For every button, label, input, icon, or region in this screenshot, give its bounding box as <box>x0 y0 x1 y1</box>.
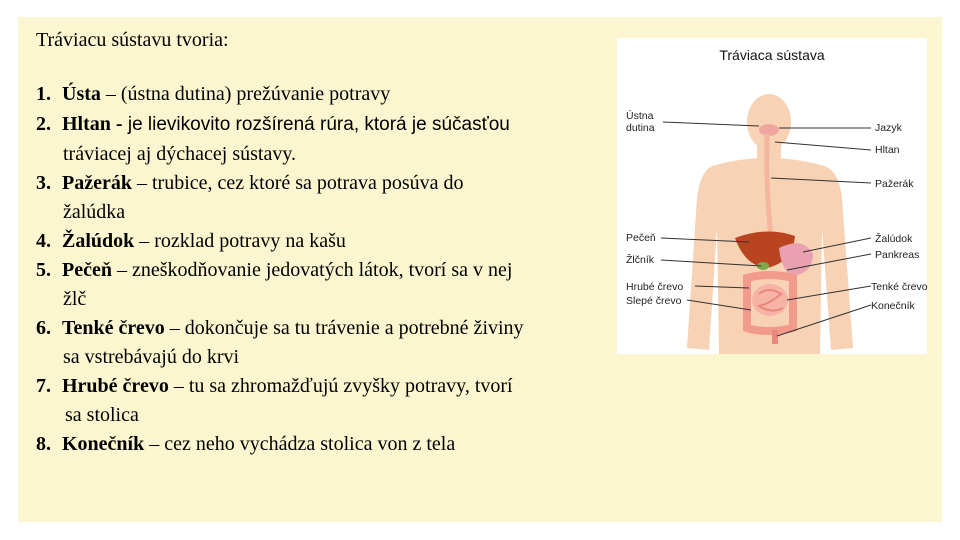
list-item: 1. Ústa – (ústna dutina) prežúvanie potravy <box>36 83 391 105</box>
label-jazyk: Jazyk <box>875 122 902 134</box>
list-item-continuation: žlč <box>63 288 87 310</box>
list-item: 7. Hrubé črevo – tu sa zhromažďujú zvyšky potravy, tvorí <box>36 375 513 397</box>
label-hltan: Hltan <box>875 144 900 156</box>
list-item-continuation: žalúdka <box>63 201 126 223</box>
label-ustna-dutina: Ústna dutina <box>626 110 655 134</box>
label-hrube-crevo: Hrubé črevo <box>626 281 684 293</box>
list-item-continuation: sa stolica <box>65 404 139 426</box>
label-pecen: Pečeň <box>626 232 656 244</box>
list-item-continuation: tráviacej aj dýchacej sústavy. <box>63 143 297 165</box>
label-zaludok: Žalúdok <box>875 233 913 245</box>
label-slepe-crevo: Slepé črevo <box>626 295 682 307</box>
label-tenke-crevo: Tenké črevo <box>871 281 928 293</box>
label-zlcnik: Žlčník <box>626 254 655 266</box>
list-item: 5. Pečeň – zneškodňovanie jedovatých látok, tvorí sa v nej <box>36 259 513 281</box>
list-item: 3. Pažerák – trubice, cez ktoré sa potrava posúva do <box>36 172 464 194</box>
list-item: 2. Hltan - je lievikovito rozšírená rúra, ktorá je súčasťou <box>36 113 510 135</box>
label-konecnik: Konečník <box>871 300 915 312</box>
digestive-system-figure <box>617 38 927 354</box>
list-item: 4. Žalúdok – rozklad potravy na kašu <box>36 230 346 252</box>
figure-title: Tráviaca sústava <box>719 47 825 63</box>
list-item: 6. Tenké črevo – dokončuje sa tu trávenie a potrebné živiny <box>36 317 524 339</box>
label-pankreas: Pankreas <box>875 249 920 261</box>
list-item: 8. Konečník – cez neho vychádza stolica von z tela <box>36 433 456 455</box>
label-pazerak: Pažerák <box>875 178 914 190</box>
intro-heading: Tráviacu sústavu tvoria: <box>36 29 229 51</box>
list-item-continuation: sa vstrebávajú do krvi <box>63 346 240 368</box>
